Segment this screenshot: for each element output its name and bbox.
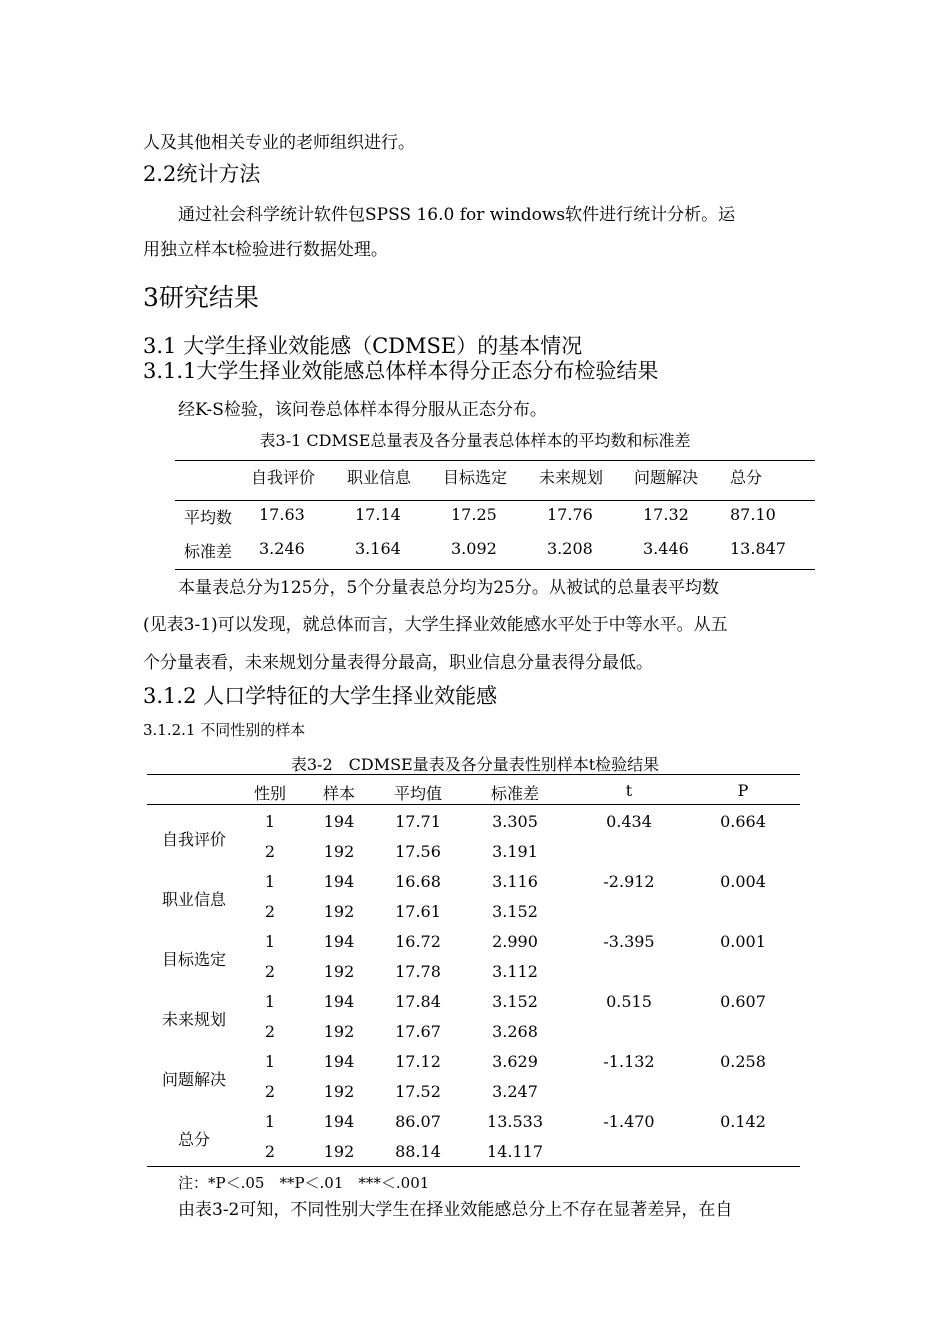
table2-cell: 86.07 [395, 1112, 441, 1131]
table2-cell: 2 [264, 842, 276, 861]
table1-row-label-mean: 平均数 [184, 508, 233, 527]
table2-cell: 16.72 [395, 932, 441, 951]
table1-cell: 87.10 [730, 505, 776, 524]
table2-cell: 3.152 [492, 992, 538, 1011]
table2-cell: 2 [264, 1142, 276, 1161]
table2-cell: 3.116 [492, 872, 538, 891]
table2-t-value: 0.434 [606, 812, 652, 831]
table2-p-value: 0.607 [720, 992, 766, 1011]
table2-cell: 1 [264, 932, 276, 951]
section-heading-3-1-2-1: 3.1.2.1 不同性别的样本 [143, 721, 306, 739]
table2-cell: 17.67 [395, 1022, 441, 1041]
table2-header-gender: 性别 [253, 784, 287, 803]
table2-cell: 2 [264, 962, 276, 981]
table2-group-label: 未来规划 [161, 1010, 227, 1029]
table2-t-value: 0.515 [606, 992, 652, 1011]
table2-cell: 17.71 [395, 812, 441, 831]
table2-group-label: 职业信息 [161, 890, 227, 909]
table2-cell: 2 [264, 902, 276, 921]
table2-cell: 2 [264, 1022, 276, 1041]
table2-cell: 192 [323, 902, 355, 921]
table1-cell: 17.14 [355, 505, 401, 524]
table1-cell: 3.092 [451, 539, 497, 558]
table2-cell: 14.117 [487, 1142, 543, 1161]
table2-header-rule [147, 804, 800, 805]
paragraph-interpretation-line3: 个分量表看，未来规划分量表得分最高，职业信息分量表得分最低。 [143, 653, 653, 673]
table2-cell: 192 [323, 842, 355, 861]
table2-cell: 3.305 [492, 812, 538, 831]
table1-row-label-sd: 标准差 [184, 542, 233, 561]
table2-top-rule [147, 774, 800, 775]
table1-cell: 17.76 [547, 505, 593, 524]
table1-cell: 17.32 [643, 505, 689, 524]
table2-cell: 1 [264, 1052, 276, 1071]
table2-header-t: t [625, 781, 633, 800]
table2-cell: 194 [323, 932, 355, 951]
table1-header-rule [175, 500, 815, 501]
table1-header-goal-select: 目标选定 [443, 468, 508, 487]
table1-cell: 17.25 [451, 505, 497, 524]
table2-header-p: P [737, 781, 749, 800]
table2-cell: 3.112 [492, 962, 538, 981]
table2-cell: 17.12 [395, 1052, 441, 1071]
table2-p-value: 0.142 [720, 1112, 766, 1131]
paragraph-ks-test: 经K-S检验，该问卷总体样本得分服从正态分布。 [178, 400, 547, 420]
table2-bottom-rule [147, 1166, 800, 1167]
table2-cell: 3.191 [492, 842, 538, 861]
table2-t-value: -1.470 [603, 1112, 655, 1131]
table2-cell: 16.68 [395, 872, 441, 891]
table2-group-label: 自我评价 [161, 830, 227, 849]
table2-cell: 17.61 [395, 902, 441, 921]
section-heading-3-1: 3.1 大学生择业效能感（CDMSE）的基本情况 [143, 334, 583, 358]
table2-t-value: -3.395 [603, 932, 655, 951]
table2-t-value: -2.912 [603, 872, 655, 891]
table2-cell: 17.84 [395, 992, 441, 1011]
table2-header-sd: 标准差 [490, 784, 540, 803]
table1-cell: 13.847 [730, 539, 786, 558]
table2-t-value: -1.132 [603, 1052, 655, 1071]
section-heading-2-2: 2.2统计方法 [143, 162, 261, 186]
table2-group-label: 总分 [177, 1130, 211, 1149]
table2-cell: 3.152 [492, 902, 538, 921]
table1-header-future-plan: 未来规划 [539, 468, 604, 487]
table2-header-mean: 平均值 [393, 784, 443, 803]
table1-cell: 17.63 [259, 505, 305, 524]
table2-cell: 17.56 [395, 842, 441, 861]
table2-cell: 88.14 [395, 1142, 441, 1161]
table2-cell: 192 [323, 1142, 355, 1161]
paragraph-methods-line2: 用独立样本t检验进行数据处理。 [143, 240, 388, 260]
table2-cell: 3.247 [492, 1082, 538, 1101]
table1-cell: 3.208 [547, 539, 593, 558]
table1-header-self-eval: 自我评价 [251, 468, 316, 487]
table1-header-career-info: 职业信息 [347, 468, 412, 487]
table2-p-value: 0.258 [720, 1052, 766, 1071]
table2-cell: 194 [323, 812, 355, 831]
table2-cell: 2.990 [492, 932, 538, 951]
table2-cell: 13.533 [487, 1112, 543, 1131]
table1-cell: 3.446 [643, 539, 689, 558]
table2-group-label: 目标选定 [161, 950, 227, 969]
table2-cell: 192 [323, 1082, 355, 1101]
table2-cell: 17.52 [395, 1082, 441, 1101]
paragraph-gender-result: 由表3-2可知，不同性别大学生在择业效能感总分上不存在显著差异，在自 [178, 1200, 733, 1220]
table2-cell: 1 [264, 872, 276, 891]
table2-group-label: 问题解决 [161, 1070, 227, 1089]
table2-note: 注：*P＜.05 **P＜.01 ***＜.001 [178, 1174, 430, 1192]
table2-p-value: 0.001 [720, 932, 766, 951]
table1-top-rule [175, 460, 815, 461]
paragraph-interpretation-line2: (见表3-1)可以发现，就总体而言，大学生择业效能感水平处于中等水平。从五 [143, 615, 728, 635]
table2-cell: 3.268 [492, 1022, 538, 1041]
paragraph-methods-line1: 通过社会科学统计软件包SPSS 16.0 for windows软件进行统计分析。运 [178, 205, 736, 225]
table2-header-sample: 样本 [322, 784, 356, 803]
table2-p-value: 0.664 [720, 812, 766, 831]
table2-cell: 3.629 [492, 1052, 538, 1071]
table2-cell: 2 [264, 1082, 276, 1101]
section-heading-3-1-1: 3.1.1大学生择业效能感总体样本得分正态分布检验结果 [143, 359, 659, 383]
table2-cell: 192 [323, 962, 355, 981]
table1-header-problem-solving: 问题解决 [634, 468, 699, 487]
table2-cell: 1 [264, 812, 276, 831]
table2-cell: 17.78 [395, 962, 441, 981]
table2-cell: 1 [264, 1112, 276, 1131]
paragraph-interpretation-line1: 本量表总分为125分，5个分量表总分均为25分。从被试的总量表平均数 [178, 578, 719, 598]
paragraph-continuation: 人及其他相关专业的老师组织进行。 [143, 133, 415, 153]
table2-cell: 194 [323, 1052, 355, 1071]
table2-cell: 194 [323, 992, 355, 1011]
table2-caption: 表3-2 CDMSE量表及各分量表性别样本t检验结果 [290, 755, 660, 774]
table2-cell: 1 [264, 992, 276, 1011]
table1-caption: 表3-1 CDMSE总量表及各分量表总体样本的平均数和标准差 [259, 431, 691, 450]
table2-p-value: 0.004 [720, 872, 766, 891]
section-heading-3-1-2: 3.1.2 人口学特征的大学生择业效能感 [143, 684, 498, 708]
table2-cell: 192 [323, 1022, 355, 1041]
table1-header-total: 总分 [730, 468, 763, 487]
table1-bottom-rule [175, 569, 815, 570]
table2-cell: 194 [323, 872, 355, 891]
table2-cell: 194 [323, 1112, 355, 1131]
section-heading-3: 3研究结果 [143, 283, 259, 312]
table1-cell: 3.246 [259, 539, 305, 558]
table1-cell: 3.164 [355, 539, 401, 558]
